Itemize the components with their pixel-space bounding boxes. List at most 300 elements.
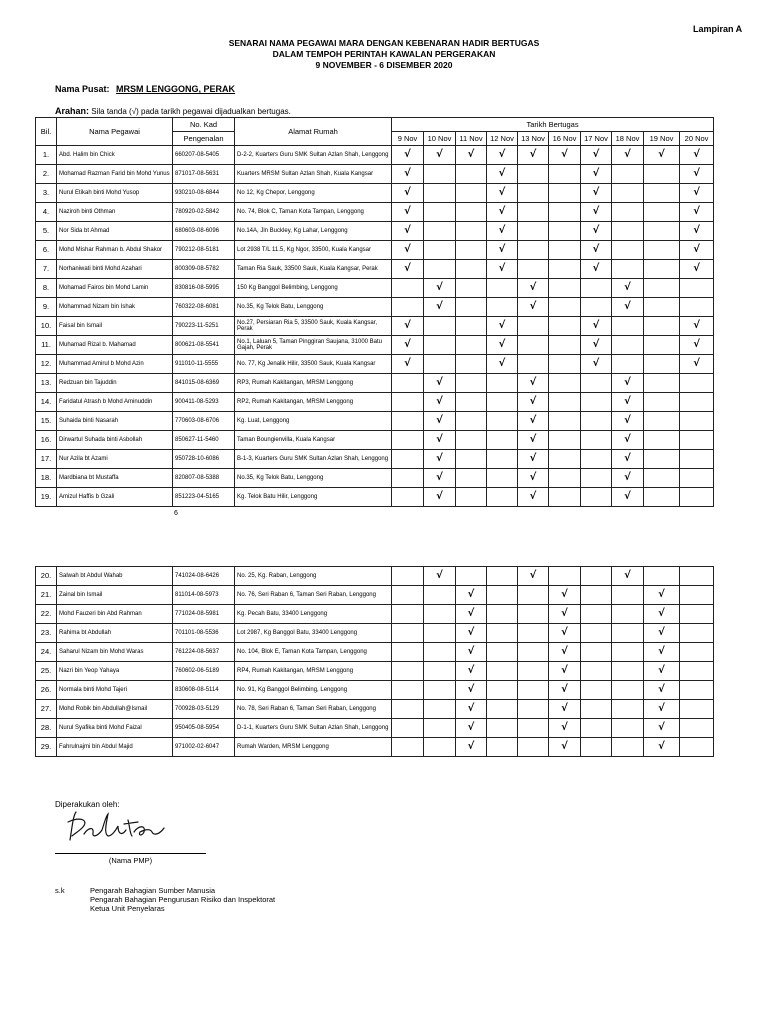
empty-cell xyxy=(487,624,518,643)
empty-cell xyxy=(518,681,549,700)
tick-mark: √ xyxy=(518,298,549,317)
empty-cell xyxy=(487,681,518,700)
empty-cell xyxy=(581,700,612,719)
empty-cell xyxy=(612,222,644,241)
empty-cell xyxy=(392,700,424,719)
row-alamat: No. 104, Blok E, Taman Kota Tampan, Lenggong xyxy=(235,643,392,662)
tick-mark: √ xyxy=(581,260,612,279)
empty-cell xyxy=(456,165,487,184)
row-alamat: Kg. Telok Batu Hilir, Lenggong xyxy=(235,488,392,507)
tick-mark: √ xyxy=(392,184,424,203)
table-row xyxy=(36,719,714,738)
tick-mark: √ xyxy=(612,431,644,450)
tick-mark: √ xyxy=(424,469,456,488)
empty-cell xyxy=(424,738,456,757)
row-alamat: Kg. Luat, Lenggong xyxy=(235,412,392,431)
row-alamat: No.35, Kg Telok Batu, Lenggong xyxy=(235,469,392,488)
tick-mark: √ xyxy=(644,624,680,643)
tick-mark: √ xyxy=(518,393,549,412)
tick-mark: √ xyxy=(680,260,714,279)
tick-mark: √ xyxy=(456,146,487,165)
row-nama: Mohammad Nizam bin Ishak xyxy=(57,298,173,317)
empty-cell xyxy=(644,203,680,222)
tick-mark: √ xyxy=(487,355,518,374)
empty-cell xyxy=(644,298,680,317)
document-title-line-3: 9 NOVEMBER - 6 DISEMBER 2020 xyxy=(315,60,453,70)
empty-cell xyxy=(487,374,518,393)
empty-cell xyxy=(518,165,549,184)
empty-cell xyxy=(644,355,680,374)
tick-mark: √ xyxy=(549,586,581,605)
table-row xyxy=(36,336,714,355)
row-alamat: Lot 2987, Kg Banggol Batu, 33400 Lenggong xyxy=(235,624,392,643)
empty-cell xyxy=(549,374,581,393)
empty-cell xyxy=(680,662,714,681)
sk-label: s.k xyxy=(55,886,65,895)
row-nama: Norhaniwati binti Mohd Azahari xyxy=(57,260,173,279)
empty-cell xyxy=(424,184,456,203)
col-date: 16 Nov xyxy=(549,132,581,146)
empty-cell xyxy=(612,165,644,184)
empty-cell xyxy=(612,700,644,719)
empty-cell xyxy=(518,700,549,719)
empty-cell xyxy=(487,605,518,624)
tick-mark: √ xyxy=(612,298,644,317)
tick-mark: √ xyxy=(456,738,487,757)
tick-mark: √ xyxy=(680,165,714,184)
row-nama: Amizul Haffis b Gzali xyxy=(57,488,173,507)
tick-mark: √ xyxy=(424,393,456,412)
empty-cell xyxy=(487,279,518,298)
row-kad: 800309-08-5782 xyxy=(173,260,235,279)
empty-cell xyxy=(456,488,487,507)
row-alamat: Kuarters MRSM Sultan Azlan Shah, Kuala Kangsar xyxy=(235,165,392,184)
empty-cell xyxy=(680,450,714,469)
tick-mark: √ xyxy=(518,146,549,165)
tick-mark: √ xyxy=(424,567,456,586)
row-alamat: RP2, Rumah Kakitangan, MRSM Lenggong xyxy=(235,393,392,412)
table-row xyxy=(36,355,714,374)
col-date: 13 Nov xyxy=(518,132,549,146)
page-number: 6 xyxy=(174,510,178,517)
row-kad: 900411-08-5293 xyxy=(173,393,235,412)
empty-cell xyxy=(644,374,680,393)
row-kad: 790223-11-5251 xyxy=(173,317,235,336)
row-nama: Zainal bin Ismail xyxy=(57,586,173,605)
empty-cell xyxy=(549,567,581,586)
empty-cell xyxy=(518,336,549,355)
empty-cell xyxy=(392,469,424,488)
empty-cell xyxy=(549,222,581,241)
table-row xyxy=(36,184,714,203)
table-row xyxy=(36,241,714,260)
lampiran-label: Lampiran A xyxy=(693,24,743,34)
tick-mark: √ xyxy=(612,279,644,298)
arahan-text: Sila tanda (√) pada tarikh pegawai dijadualkan bertugas. xyxy=(91,107,291,116)
tick-mark: √ xyxy=(612,450,644,469)
tick-mark: √ xyxy=(487,336,518,355)
table-row xyxy=(36,488,714,507)
row-kad: 830608-08-5114 xyxy=(173,681,235,700)
tick-mark: √ xyxy=(644,586,680,605)
row-kad: 660207-08-5405 xyxy=(173,146,235,165)
empty-cell xyxy=(680,586,714,605)
empty-cell xyxy=(680,279,714,298)
empty-cell xyxy=(518,586,549,605)
empty-cell xyxy=(392,374,424,393)
row-nama: Dirwartul Suhada binti Asbollah xyxy=(57,431,173,450)
row-bil: 25. xyxy=(36,662,57,681)
table-row xyxy=(36,279,714,298)
empty-cell xyxy=(644,165,680,184)
row-kad: 950405-08-5954 xyxy=(173,719,235,738)
col-date: 9 Nov xyxy=(392,132,424,146)
row-bil: 23. xyxy=(36,624,57,643)
tick-mark: √ xyxy=(644,719,680,738)
row-alamat: RP4, Rumah Kakitangan, MRSM Lenggong xyxy=(235,662,392,681)
empty-cell xyxy=(424,681,456,700)
table-row xyxy=(36,643,714,662)
empty-cell xyxy=(680,567,714,586)
row-bil: 12. xyxy=(36,355,57,374)
tick-mark: √ xyxy=(392,317,424,336)
empty-cell xyxy=(612,336,644,355)
empty-cell xyxy=(392,279,424,298)
row-nama: Muhamad Rizal b. Mahamad xyxy=(57,336,173,355)
row-alamat: Kg. Pecah Batu, 33400 Lenggong xyxy=(235,605,392,624)
empty-cell xyxy=(456,374,487,393)
tick-mark: √ xyxy=(549,738,581,757)
empty-cell xyxy=(549,165,581,184)
table-row xyxy=(36,260,714,279)
row-kad: 701101-08-5536 xyxy=(173,624,235,643)
row-bil: 11. xyxy=(36,336,57,355)
empty-cell xyxy=(456,431,487,450)
empty-cell xyxy=(456,450,487,469)
empty-cell xyxy=(612,719,644,738)
empty-cell xyxy=(456,412,487,431)
row-nama: Naziroh binti Othman xyxy=(57,203,173,222)
empty-cell xyxy=(456,469,487,488)
empty-cell xyxy=(518,241,549,260)
table-row xyxy=(36,450,714,469)
tick-mark: √ xyxy=(518,431,549,450)
tick-mark: √ xyxy=(612,488,644,507)
empty-cell xyxy=(644,567,680,586)
row-kad: 700928-03-5129 xyxy=(173,700,235,719)
row-alamat: No. 77, Kg Jenalik Hilir, 33500 Sauk, Kuala Kangsar xyxy=(235,355,392,374)
row-kad: 760602-06-5189 xyxy=(173,662,235,681)
empty-cell xyxy=(456,355,487,374)
tick-mark: √ xyxy=(644,662,680,681)
tick-mark: √ xyxy=(581,184,612,203)
tick-mark: √ xyxy=(424,431,456,450)
empty-cell xyxy=(680,738,714,757)
empty-cell xyxy=(392,298,424,317)
pmp-signature xyxy=(60,806,180,852)
empty-cell xyxy=(549,260,581,279)
row-bil: 28. xyxy=(36,719,57,738)
empty-cell xyxy=(456,279,487,298)
tick-mark: √ xyxy=(424,279,456,298)
row-alamat: No.35, Kg Telok Batu, Lenggong xyxy=(235,298,392,317)
tick-mark: √ xyxy=(518,279,549,298)
tick-mark: √ xyxy=(581,165,612,184)
table-row xyxy=(36,431,714,450)
staff-table-page-1 xyxy=(35,117,714,507)
empty-cell xyxy=(518,624,549,643)
row-bil: 21. xyxy=(36,586,57,605)
empty-cell xyxy=(487,450,518,469)
empty-cell xyxy=(424,203,456,222)
row-alamat: Rumah Warden, MRSM Lenggong xyxy=(235,738,392,757)
row-nama: Faisal bin Ismail xyxy=(57,317,173,336)
table-row xyxy=(36,203,714,222)
row-bil: 3. xyxy=(36,184,57,203)
empty-cell xyxy=(392,450,424,469)
empty-cell xyxy=(680,643,714,662)
empty-cell xyxy=(680,488,714,507)
empty-cell xyxy=(612,662,644,681)
tick-mark: √ xyxy=(680,222,714,241)
empty-cell xyxy=(456,393,487,412)
row-alamat: B-1-3, Kuarters Guru SMK Sultan Azlan Shah, Lenggong xyxy=(235,450,392,469)
row-bil: 4. xyxy=(36,203,57,222)
row-alamat: No.1, Laluan 5, Taman Pinggiran Saujana, 31000 Batu Gajah, Perak xyxy=(235,336,392,355)
empty-cell xyxy=(487,700,518,719)
table-row xyxy=(36,298,714,317)
empty-cell xyxy=(392,643,424,662)
nama-pusat-value: MRSM LENGGONG, PERAK xyxy=(116,84,236,94)
empty-cell xyxy=(392,488,424,507)
empty-cell xyxy=(581,393,612,412)
empty-cell xyxy=(612,355,644,374)
tick-mark: √ xyxy=(487,165,518,184)
row-nama: Mohamad Razman Farid bin Mohd Yunus xyxy=(57,165,173,184)
empty-cell xyxy=(680,681,714,700)
empty-cell xyxy=(612,317,644,336)
empty-cell xyxy=(644,488,680,507)
empty-cell xyxy=(581,624,612,643)
col-kad-line1: No. Kad xyxy=(173,118,235,132)
tick-mark: √ xyxy=(456,643,487,662)
tick-mark: √ xyxy=(612,146,644,165)
row-kad: 830816-08-5995 xyxy=(173,279,235,298)
empty-cell xyxy=(424,643,456,662)
tick-mark: √ xyxy=(680,355,714,374)
col-tarikh: Tarikh Bertugas xyxy=(392,118,714,132)
tick-mark: √ xyxy=(612,469,644,488)
empty-cell xyxy=(581,450,612,469)
table-row xyxy=(36,605,714,624)
empty-cell xyxy=(680,298,714,317)
tick-mark: √ xyxy=(424,374,456,393)
tick-mark: √ xyxy=(549,605,581,624)
empty-cell xyxy=(392,567,424,586)
tick-mark: √ xyxy=(518,450,549,469)
row-kad: 911010-11-5555 xyxy=(173,355,235,374)
tick-mark: √ xyxy=(487,222,518,241)
tick-mark: √ xyxy=(518,412,549,431)
empty-cell xyxy=(424,355,456,374)
empty-cell xyxy=(549,279,581,298)
tick-mark: √ xyxy=(549,146,581,165)
tick-mark: √ xyxy=(612,374,644,393)
table-row xyxy=(36,624,714,643)
empty-cell xyxy=(644,279,680,298)
empty-cell xyxy=(456,298,487,317)
table-row xyxy=(36,567,714,586)
row-bil: 8. xyxy=(36,279,57,298)
row-alamat: RP3, Rumah Kakitangan, MRSM Lenggong xyxy=(235,374,392,393)
tick-mark: √ xyxy=(680,146,714,165)
row-nama: Mohamad Fairos bin Mohd Lamin xyxy=(57,279,173,298)
row-alamat: 150 Kg Banggol Belimbing, Lenggong xyxy=(235,279,392,298)
empty-cell xyxy=(581,738,612,757)
empty-cell xyxy=(581,412,612,431)
tick-mark: √ xyxy=(581,355,612,374)
col-nama: Nama Pegawai xyxy=(57,118,173,146)
row-kad: 811014-08-5973 xyxy=(173,586,235,605)
empty-cell xyxy=(644,317,680,336)
empty-cell xyxy=(518,260,549,279)
arahan xyxy=(55,106,291,116)
row-kad: 800621-08-5541 xyxy=(173,336,235,355)
tick-mark: √ xyxy=(680,184,714,203)
empty-cell xyxy=(612,203,644,222)
tick-mark: √ xyxy=(581,317,612,336)
empty-cell xyxy=(680,469,714,488)
empty-cell xyxy=(487,643,518,662)
row-bil: 2. xyxy=(36,165,57,184)
row-kad: 841015-08-6369 xyxy=(173,374,235,393)
empty-cell xyxy=(456,260,487,279)
col-bil: Bil. xyxy=(36,118,57,146)
empty-cell xyxy=(392,431,424,450)
row-kad: 771024-08-5981 xyxy=(173,605,235,624)
empty-cell xyxy=(612,241,644,260)
table-row xyxy=(36,681,714,700)
empty-cell xyxy=(581,279,612,298)
empty-cell xyxy=(518,662,549,681)
row-kad: 770603-08-6706 xyxy=(173,412,235,431)
row-alamat: No. 25, Kg. Raban, Lenggong xyxy=(235,567,392,586)
empty-cell xyxy=(680,605,714,624)
tick-mark: √ xyxy=(581,146,612,165)
tick-mark: √ xyxy=(644,146,680,165)
row-kad: 971002-02-6047 xyxy=(173,738,235,757)
empty-cell xyxy=(424,222,456,241)
row-nama: Mohd Fauzeri bin Abd Rahman xyxy=(57,605,173,624)
empty-cell xyxy=(549,241,581,260)
row-bil: 15. xyxy=(36,412,57,431)
empty-cell xyxy=(424,624,456,643)
row-bil: 5. xyxy=(36,222,57,241)
tick-mark: √ xyxy=(680,241,714,260)
empty-cell xyxy=(392,719,424,738)
empty-cell xyxy=(424,260,456,279)
row-kad: 851223-04-5165 xyxy=(173,488,235,507)
col-kad-line2: Pengenalan xyxy=(173,132,235,146)
row-alamat: No. 76, Seri Raban 6, Taman Seri Raban, Lenggong xyxy=(235,586,392,605)
row-alamat: Taman Boungienvilla, Kuala Kangsar xyxy=(235,431,392,450)
tick-mark: √ xyxy=(518,488,549,507)
row-bil: 6. xyxy=(36,241,57,260)
empty-cell xyxy=(549,469,581,488)
tick-mark: √ xyxy=(549,643,581,662)
tick-mark: √ xyxy=(518,567,549,586)
empty-cell xyxy=(581,643,612,662)
row-bil: 19. xyxy=(36,488,57,507)
col-alamat: Alamat Rumah xyxy=(235,118,392,146)
empty-cell xyxy=(518,605,549,624)
empty-cell xyxy=(424,662,456,681)
tick-mark: √ xyxy=(644,700,680,719)
table-row xyxy=(36,222,714,241)
empty-cell xyxy=(680,431,714,450)
empty-cell xyxy=(644,184,680,203)
row-nama: Nurul Syafika binti Mohd Faizal xyxy=(57,719,173,738)
row-nama: Nazri bin Yeop Yahaya xyxy=(57,662,173,681)
empty-cell xyxy=(680,374,714,393)
tick-mark: √ xyxy=(392,260,424,279)
empty-cell xyxy=(644,393,680,412)
empty-cell xyxy=(392,605,424,624)
row-alamat: No 12, Kg Chepor, Lenggong xyxy=(235,184,392,203)
tick-mark: √ xyxy=(644,681,680,700)
tick-mark: √ xyxy=(644,605,680,624)
empty-cell xyxy=(487,393,518,412)
row-alamat: D-1-1, Kuarters Guru SMK Sultan Azlan Shah, Lenggong xyxy=(235,719,392,738)
empty-cell xyxy=(644,412,680,431)
table-row xyxy=(36,412,714,431)
empty-cell xyxy=(581,488,612,507)
empty-cell xyxy=(456,336,487,355)
row-bil: 24. xyxy=(36,643,57,662)
row-nama: Normala binti Mohd Tajeri xyxy=(57,681,173,700)
tick-mark: √ xyxy=(487,146,518,165)
empty-cell xyxy=(456,241,487,260)
row-bil: 14. xyxy=(36,393,57,412)
tick-mark: √ xyxy=(456,624,487,643)
row-bil: 26. xyxy=(36,681,57,700)
empty-cell xyxy=(487,567,518,586)
empty-cell xyxy=(424,719,456,738)
row-bil: 17. xyxy=(36,450,57,469)
row-bil: 1. xyxy=(36,146,57,165)
tick-mark: √ xyxy=(392,146,424,165)
row-bil: 29. xyxy=(36,738,57,757)
table-row xyxy=(36,586,714,605)
empty-cell xyxy=(581,681,612,700)
tick-mark: √ xyxy=(392,203,424,222)
row-nama: Mohd Robik bin Abdullah@Ismail xyxy=(57,700,173,719)
empty-cell xyxy=(518,643,549,662)
tick-mark: √ xyxy=(612,567,644,586)
table-row xyxy=(36,700,714,719)
tick-mark: √ xyxy=(392,165,424,184)
empty-cell xyxy=(392,412,424,431)
empty-cell xyxy=(581,605,612,624)
row-kad: 871017-08-5631 xyxy=(173,165,235,184)
row-nama: Nor Sida bt Ahmad xyxy=(57,222,173,241)
empty-cell xyxy=(644,469,680,488)
row-kad: 790212-08-5181 xyxy=(173,241,235,260)
row-kad: 820807-08-5388 xyxy=(173,469,235,488)
empty-cell xyxy=(612,260,644,279)
empty-cell xyxy=(612,184,644,203)
row-nama: Suhaida binti Nasarah xyxy=(57,412,173,431)
